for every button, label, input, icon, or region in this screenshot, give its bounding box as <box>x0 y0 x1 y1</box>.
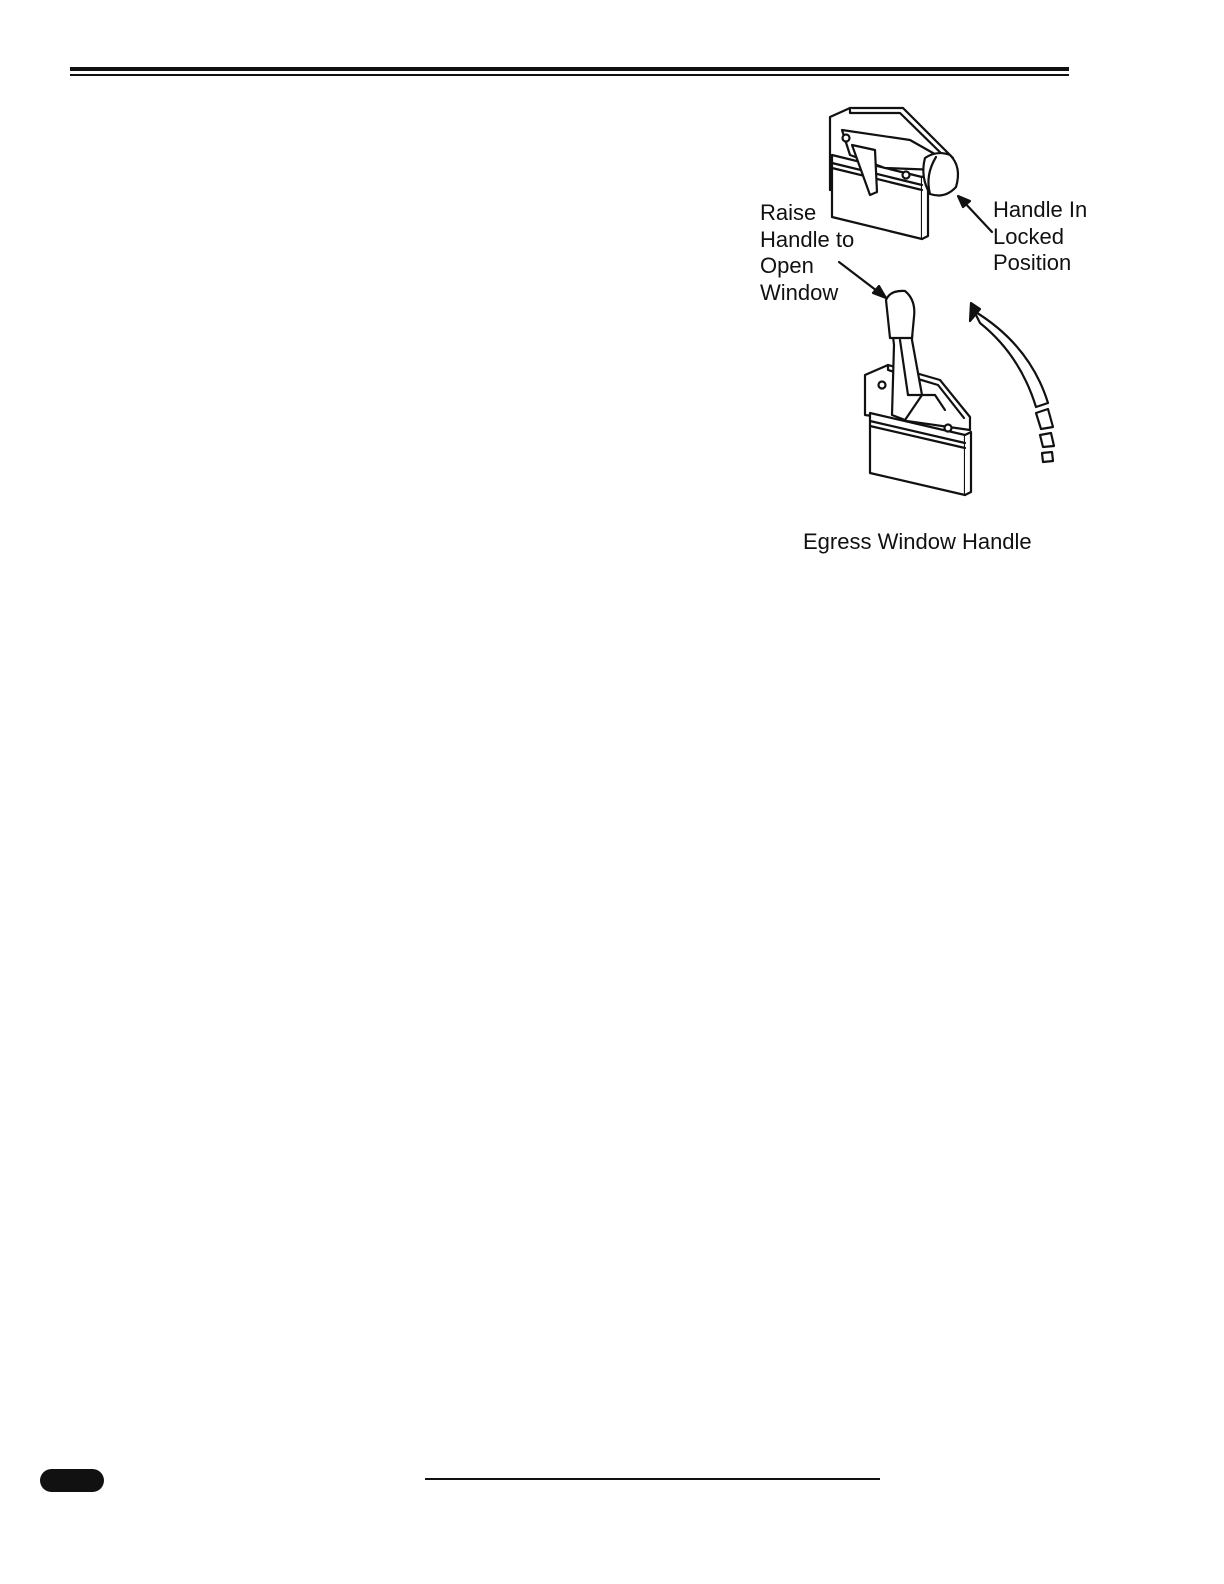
callout-raise-line: Window <box>760 279 839 305</box>
egress-window-handle-illustration <box>740 95 1120 575</box>
callout-raise-line: Raise <box>760 200 817 225</box>
figure-caption: Egress Window Handle <box>803 529 1032 554</box>
page-number-tab <box>40 1469 104 1492</box>
raised-handle-drawing <box>865 291 971 495</box>
header-rule <box>70 67 1069 77</box>
callout-locked-line: Handle In <box>993 197 1088 222</box>
header-rule-thick <box>70 67 1069 71</box>
callout-locked-line: Position <box>993 250 1072 275</box>
raise-motion-arrow <box>970 303 1054 462</box>
callout-locked-line: Locked <box>993 223 1064 249</box>
footer-rule <box>425 1478 880 1480</box>
callout-raise-line: Handle to <box>760 226 855 252</box>
header-rule-thin <box>70 74 1069 76</box>
egress-window-figure <box>740 95 1120 575</box>
callout-raise-handle <box>760 200 854 306</box>
callout-raise-line: Open <box>760 253 814 278</box>
callout-handle-locked <box>993 197 1087 277</box>
